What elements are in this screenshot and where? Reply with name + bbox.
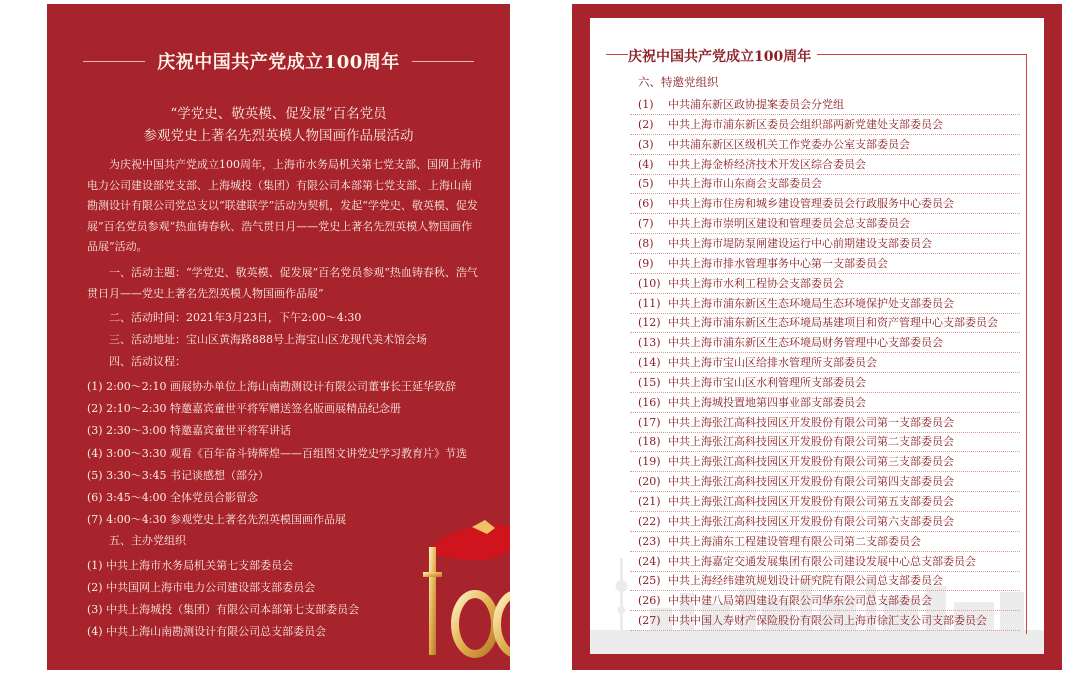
invited-org-number: (25) (638, 574, 661, 588)
invited-org-number: (21) (638, 495, 661, 508)
invited-org-number: (14) (638, 356, 661, 370)
centenary-100-logo (417, 512, 510, 667)
agenda-item: (5) 3:30～3:45 书记谈感想（部分） (87, 469, 269, 482)
left-page (47, 4, 510, 670)
invited-org-name: 中共上海张江高科技园区开发股份有限公司第六支部委员会 (668, 514, 954, 528)
invited-org-row (638, 234, 932, 254)
invited-org-row (638, 294, 954, 314)
invited-org-number: (2) (638, 117, 654, 131)
invited-org-number: (27) (638, 614, 661, 628)
invited-org-number: (16) (638, 395, 661, 409)
subtitle-line-1: “学党史、敬英模、促发展”百名党员 (170, 106, 387, 122)
invited-org-row (638, 313, 998, 333)
invited-heading: 六、特邀党组织 (638, 75, 719, 89)
invited-org-name: 中共上海嘉定交通发展集团有限公司建设发展中心总支部委员会 (668, 554, 976, 568)
organizers-heading: 五、主办党组织 (109, 534, 186, 547)
subtitle-line-2: 参观党史上著名先烈英模人物国画作品展活动 (143, 128, 414, 144)
invited-org-row (638, 95, 844, 115)
invited-org-number: (24) (638, 554, 661, 568)
invited-org-number: (8) (638, 236, 654, 250)
invited-org-number: (9) (638, 256, 654, 270)
invited-org-name: 中共上海市排水管理事务中心第一支部委员会 (668, 256, 888, 270)
invited-org-name: 中共上海市浦东新区生态环境局财务管理中心支部委员会 (668, 336, 943, 350)
title-rule-left (83, 61, 145, 62)
invited-org-row (638, 611, 987, 631)
invited-org-name: 中共中建八局第四建设有限公司华东公司总支部委员会 (668, 594, 932, 608)
invited-org-number: (13) (638, 336, 661, 350)
invited-org-number: (15) (638, 375, 661, 389)
invited-org-row (638, 512, 954, 532)
invited-org-row (638, 532, 921, 552)
invited-org-name: 中共上海张江高科技园区开发股份有限公司第五支部委员会 (668, 495, 954, 508)
agenda-heading: 四、活动议程： (109, 355, 186, 368)
right-page (572, 4, 1062, 670)
agenda-item: (6) 3:45～4:00 全体党员合影留念 (87, 491, 258, 504)
invited-org-row (638, 274, 844, 294)
invited-org-number: (10) (638, 276, 661, 290)
invited-org-name: 中共上海市住房和城乡建设管理委员会行政服务中心委员会 (668, 197, 954, 211)
organizer-item: (4) 中共上海山南勘测设计有限公司总支部委员会 (87, 625, 327, 638)
invited-org-row (638, 155, 866, 175)
invited-org-row (638, 432, 954, 452)
invited-org-name: 中共上海市宝山区水利管理所支部委员会 (668, 375, 866, 389)
invited-org-row (638, 174, 822, 194)
invited-org-row (638, 571, 943, 591)
right-page-inner (590, 18, 1044, 654)
invited-org-number: (26) (638, 594, 661, 608)
invited-org-row (638, 353, 877, 373)
invited-org-row (638, 552, 976, 572)
invited-org-name: 中共上海市浦东新区生态环境局基建项目和资产管理中心支部委员会 (668, 316, 998, 330)
right-page-title: 庆祝中国共产党成立100周年 (628, 46, 817, 66)
intro-paragraph: 为庆祝中国共产党成立100周年，上海市水务局机关第七党支部、国网上海市电力公司建设部党支部、上海城投（集团）有限公司本部第七党支部、上海山南勘测设计有限公司党总支以“联建联学”活动为契机，发起“学党史、敬英模、促发展”百名党员参观“热血铸春秋、浩气贯日月——党史上著名先烈英模人物国画作品展”活动。 (87, 158, 482, 253)
invited-org-name: 中共上海金桥经济技术开发区综合委员会 (668, 157, 866, 171)
invited-org-row (638, 452, 954, 472)
left-title-row (47, 46, 510, 76)
agenda-item: (2) 2:10～2:30 特邀嘉宾童世平将军赠送签名版画展精品纪念册 (87, 402, 401, 415)
invited-org-row (638, 492, 954, 512)
agenda-item: (7) 4:00～4:30 参观党史上著名先烈英模国画作品展 (87, 513, 346, 526)
invited-org-name: 中共上海市崇明区建设和管理委员会总支部委员会 (668, 217, 910, 231)
invited-org-row (638, 214, 910, 234)
invited-org-number: (11) (638, 296, 661, 310)
invited-org-row (638, 393, 866, 413)
invited-org-name: 中共上海市浦东新区委员会组织部两新党建处支部委员会 (668, 117, 943, 131)
activity-place: 三、活动地址：宝山区黄海路888号上海宝山区龙现代美术馆会场 (109, 333, 427, 346)
invited-org-name: 中共浦东新区区级机关工作党委办公室支部委员会 (668, 137, 910, 151)
invited-org-row (638, 115, 943, 135)
title-rule-right (412, 61, 474, 62)
agenda-item: (4) 3:00～3:30 观看《百年奋斗铸辉煌——百组图文讲党史学习教育片》节选 (87, 447, 467, 460)
frame-line-right (1026, 54, 1027, 634)
invited-org-number: (5) (638, 177, 654, 191)
invited-org-row (638, 135, 910, 155)
invited-org-name: 中共上海城投置地第四事业部支部委员会 (668, 395, 866, 409)
invited-org-row (638, 591, 932, 611)
invited-org-name: 中共上海张江高科技园区开发股份有限公司第一支部委员会 (668, 415, 954, 429)
invited-org-name: 中共上海市浦东新区生态环境局生态环境保护处支部委员会 (668, 296, 954, 310)
invited-org-number: (17) (638, 415, 661, 429)
invited-org-number: (6) (638, 197, 654, 211)
left-page-title: 庆祝中国共产党成立100周年 (157, 52, 400, 73)
agenda-item: (1) 2:00～2:10 画展协办单位上海山南勘测设计有限公司董事长王延华致辞 (87, 380, 456, 393)
invited-org-name: 中共上海市宝山区给排水管理所支部委员会 (668, 356, 877, 370)
invited-org-name: 中共上海经纬建筑规划设计研究院有限公司总支部委员会 (668, 574, 943, 588)
activity-time: 二、活动时间：2021年3月23日，下午2:00～4:30 (109, 311, 362, 324)
invited-org-row (638, 472, 954, 492)
organizer-item: (2) 中共国网上海市电力公司建设部支部委员会 (87, 581, 316, 594)
invited-org-name: 中共上海市山东商会支部委员会 (668, 177, 822, 191)
invited-org-number: (20) (638, 475, 661, 489)
invited-org-name: 中共上海张江高科技园区开发股份有限公司第三支部委员会 (668, 455, 954, 469)
invited-org-row (638, 333, 943, 353)
invited-org-number: (22) (638, 514, 661, 528)
agenda-item: (3) 2:30～3:00 特邀嘉宾童世平将军讲话 (87, 424, 291, 437)
invited-org-row (638, 413, 954, 433)
organizer-item: (3) 中共上海城投（集团）有限公司本部第七支部委员会 (87, 603, 360, 616)
invited-org-number: (3) (638, 137, 654, 151)
invited-org-number: (12) (638, 316, 661, 330)
invited-org-name: 中共上海市水利工程协会支部委员会 (668, 276, 844, 290)
invited-org-number: (4) (638, 157, 654, 171)
row-separator (630, 630, 1020, 632)
activity-theme: 一、活动主题：“学党史、敬英模、促发展”百名党员参观“热血铸春秋、浩气贯日月——党史上著名先烈英模人物国画作品展” (87, 266, 478, 300)
invited-org-name: 中共上海市堤防泵闸建设运行中心前期建设支部委员会 (668, 236, 932, 250)
invited-org-name: 中共上海浦东工程建设管理有限公司第二支部委员会 (668, 534, 921, 548)
invited-org-number: (23) (638, 534, 661, 548)
invited-org-row (638, 373, 866, 393)
logo-text: 100 (417, 512, 419, 513)
invited-org-row (638, 194, 954, 214)
invited-org-number: (1) (638, 98, 654, 111)
invited-org-number: (18) (638, 435, 661, 449)
invited-org-name: 中共中国人寿财产保险股份有限公司上海市徐汇支公司支部委员会 (668, 614, 987, 628)
invited-org-number: (19) (638, 455, 661, 469)
invited-org-name: 中共浦东新区政协提案委员会分党组 (668, 98, 844, 111)
invited-org-name: 中共上海张江高科技园区开发股份有限公司第二支部委员会 (668, 435, 954, 449)
invited-org-name: 中共上海张江高科技园区开发股份有限公司第四支部委员会 (668, 475, 954, 489)
invited-org-number: (7) (638, 217, 654, 231)
invited-org-row (638, 254, 888, 274)
organizer-item: (1) 中共上海市水务局机关第七支部委员会 (87, 559, 294, 572)
